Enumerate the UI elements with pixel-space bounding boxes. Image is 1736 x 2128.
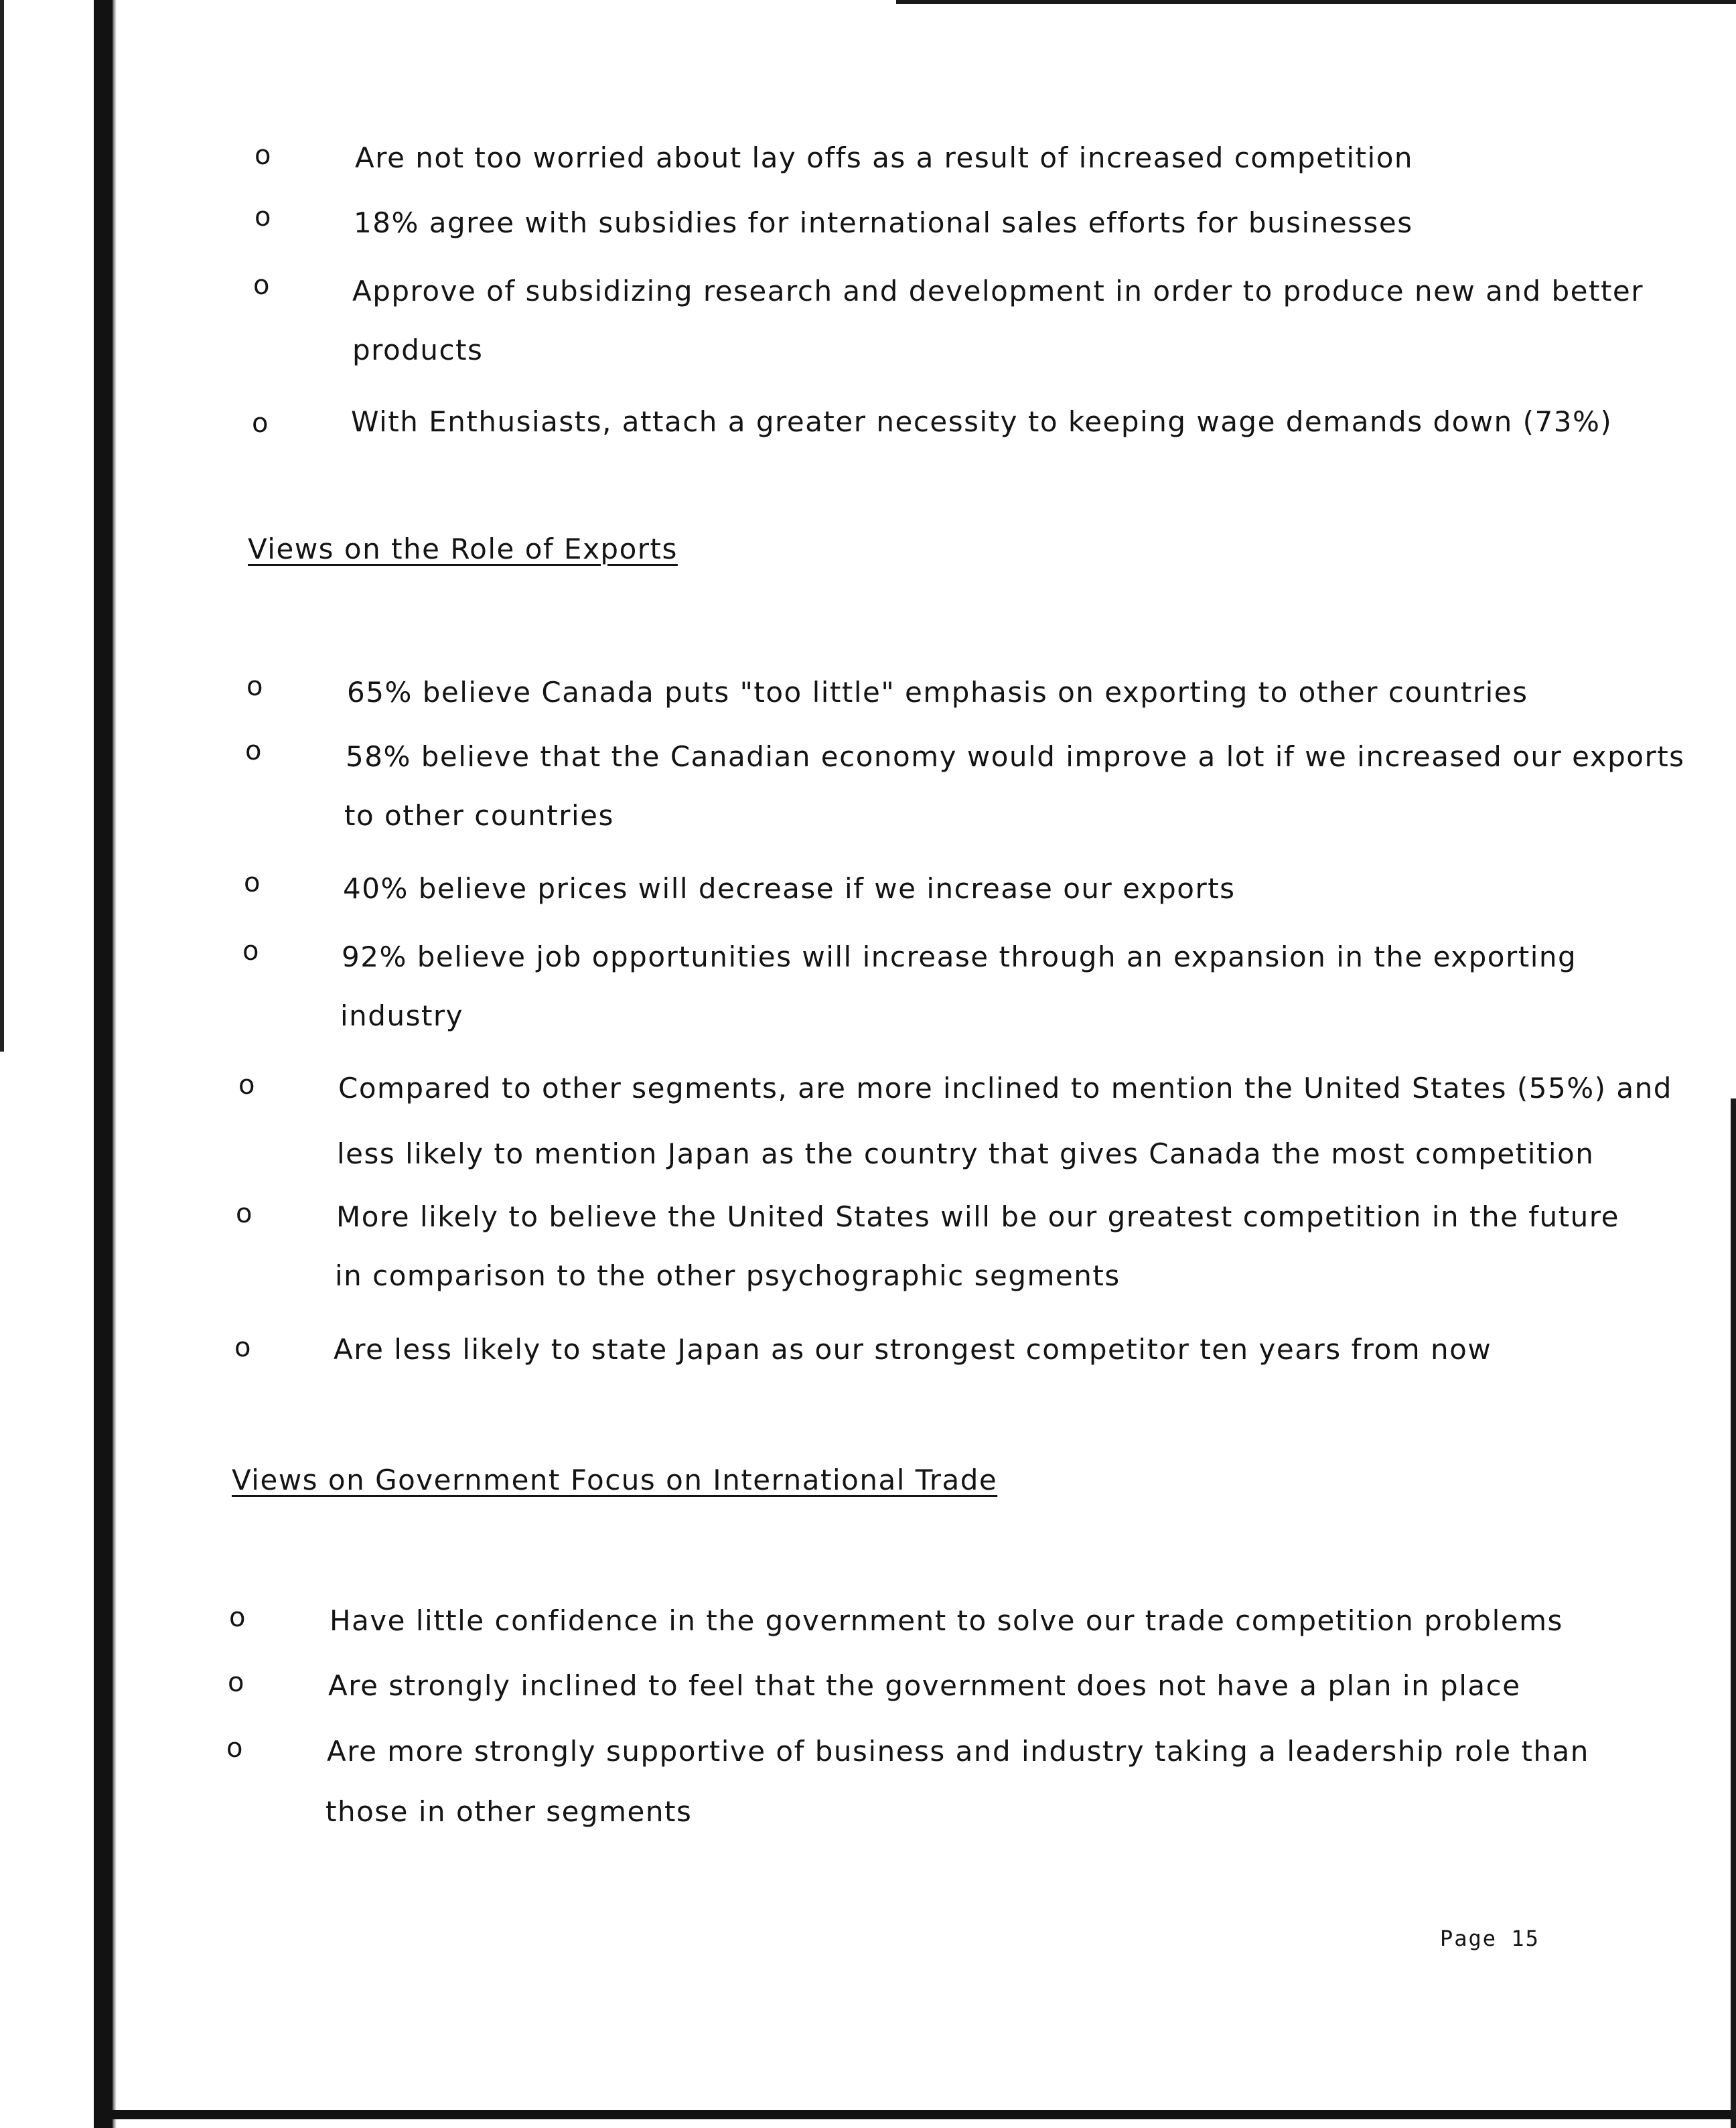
list-item-text: 65% believe Canada puts "too little" emphasis on exporting to other countries bbox=[347, 676, 1528, 709]
list-item-text: Approve of subsidizing research and development in order to produce new and better bbox=[352, 275, 1644, 307]
list-item-text: Are not too worried about lay offs as a result of increased competition bbox=[355, 141, 1414, 174]
scan-left-strip bbox=[0, 0, 4, 1052]
list-item-text: 92% believe job opportunities will increase through an expansion in the exporting bbox=[342, 940, 1577, 973]
list-item-text: 40% believe prices will decrease if we increase our exports bbox=[343, 872, 1236, 905]
list-item-text: More likely to believe the United States will be our greatest competition in the future bbox=[336, 1200, 1619, 1233]
scan-top-rule bbox=[896, 0, 1736, 4]
scan-right-edge bbox=[1731, 1098, 1736, 2128]
list-item-text: 58% believe that the Canadian economy would improve a lot if we increased our exports bbox=[346, 740, 1685, 773]
list-item-text: Are less likely to state Japan as our strongest competitor ten years from now bbox=[334, 1333, 1492, 1366]
bullet-marker: o bbox=[228, 1667, 244, 1698]
bullet-marker: o bbox=[236, 1198, 252, 1229]
list-item-text: Have little confidence in the government to solve our trade competition problems bbox=[330, 1604, 1563, 1637]
list-item-text-continued: less likely to mention Japan as the country that gives Canada the most competition bbox=[337, 1137, 1595, 1170]
list-item-text-continued: products bbox=[352, 334, 484, 366]
page-number: Page 15 bbox=[1440, 1926, 1540, 1951]
bullet-marker: o bbox=[244, 867, 261, 898]
bullet-marker: o bbox=[242, 936, 259, 967]
list-item-text: Compared to other segments, are more inclined to mention the United States (55%) and bbox=[338, 1072, 1672, 1105]
list-item-text-continued: to other countries bbox=[344, 799, 614, 832]
scan-binding-shadow bbox=[113, 0, 117, 2128]
list-item-text-continued: those in other segments bbox=[326, 1795, 693, 1828]
list-item-text: Are more strongly supportive of business and industry taking a leadership role than bbox=[327, 1735, 1589, 1768]
scan-binding-edge bbox=[94, 0, 113, 2128]
bullet-marker: o bbox=[253, 270, 270, 301]
bullet-marker: o bbox=[246, 671, 263, 702]
bullet-marker: o bbox=[255, 202, 271, 232]
section-heading: Views on the Role of Exports bbox=[248, 533, 678, 565]
list-item-text: Are strongly inclined to feel that the government does not have a plan in place bbox=[328, 1669, 1521, 1702]
scan-bottom-rule bbox=[94, 2110, 1736, 2119]
bullet-marker: o bbox=[229, 1602, 246, 1633]
bullet-marker: o bbox=[238, 1070, 255, 1101]
bullet-marker: o bbox=[245, 735, 262, 766]
bullet-marker: o bbox=[234, 1332, 251, 1363]
section-heading: Views on Government Focus on International Trade bbox=[232, 1464, 998, 1496]
list-item-text: With Enthusiasts, attach a greater necessity to keeping wage demands down (73%) bbox=[351, 405, 1613, 438]
list-item-text-continued: in comparison to the other psychographic segments bbox=[335, 1259, 1120, 1292]
bullet-marker: o bbox=[252, 408, 269, 439]
list-item-text-continued: industry bbox=[340, 999, 464, 1032]
bullet-marker: o bbox=[255, 140, 271, 171]
bullet-marker: o bbox=[226, 1733, 243, 1764]
list-item-text: 18% agree with subsidies for international sales efforts for businesses bbox=[354, 206, 1413, 239]
